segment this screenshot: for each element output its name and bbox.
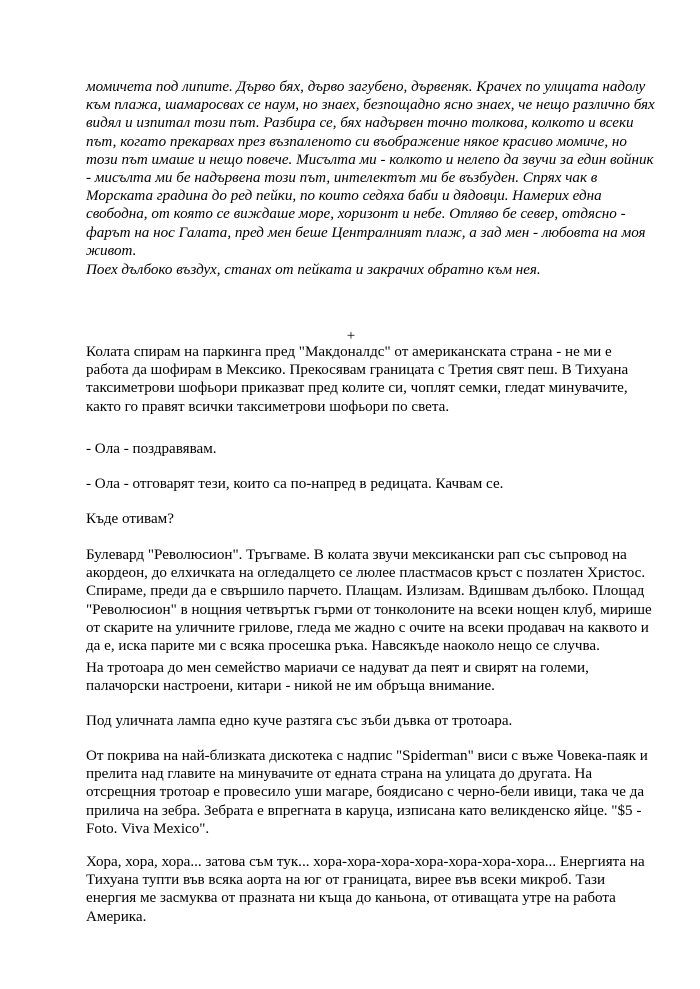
text-line: Под уличната лампа едно куче разтяга със зъби дъвка от тротоара. <box>86 713 513 729</box>
paragraph-6 <box>86 659 634 695</box>
text-line: От покрива на най-близката дискотека с надпис "Spiderman" виси с въже Човека-паяк и <box>86 748 648 764</box>
text-line: момичета под липите. Дърво бях, дърво загубено, дървеняк. Крачех по улицата надолу <box>86 79 646 95</box>
italic-paragraph-1 <box>86 78 655 260</box>
text-line: отсрещния тротоар е провесило уши магаре, боядисано с черно-бели ивици, така че да <box>86 784 645 801</box>
text-line: живот. <box>86 242 137 259</box>
text-line: Америка. <box>86 908 147 925</box>
paragraph-8 <box>86 747 648 838</box>
text-line: енергия ме засмуква от празната ни къща до каньона, от отиващата утре на работа <box>86 890 616 907</box>
text-line: Колата спирам на паркинга пред "Макдоналдс" от американската страна - не ми е <box>86 344 612 360</box>
text-line: Спираме, преди да е свършило парчето. Плащам. Излизам. Вдишвам дълбоко. Площад <box>86 583 645 600</box>
text-line: Хора, хора, хора... затова съм тук... хора-хора-хора-хора-хора-хора-хора... Енергията на <box>86 854 645 870</box>
text-line: прелита над главите на минувачите от едната страна на улицата до другата. На <box>86 766 593 783</box>
text-line: както го правят всички таксиметрови шофьори по света. <box>86 398 450 415</box>
text-line: - Ола - поздравявам. <box>86 441 217 457</box>
text-line: път, когато прекарвах през възпаленото си въображение някое красиво момиче, но <box>86 133 627 150</box>
paragraph-5 <box>86 546 652 655</box>
text-line: палачорски настроени, китари - никой не им обръща внимание. <box>86 678 495 695</box>
paragraph-7 <box>86 712 634 730</box>
text-line: фарът на нос Галата, пред мен беше Централният плаж, а зад мен - любовта на моя <box>86 224 646 241</box>
text-line: таксиметрови шофьори приказват пред колите си, чоплят семки, гледат минувачите, <box>86 380 628 397</box>
text-line: към плажа, шамаросвах се наум, но знаех, безпощадно ясно знаех, че нещо различно бях <box>86 97 655 114</box>
text-line: Морската градина до ред пейки, по които седяха баби и дядовци. Намерих една <box>86 188 602 205</box>
text-line: - Ола - отговарят тези, които са по-напред в редицата. Качвам се. <box>86 476 504 492</box>
text-line: "Революсион" в нощния четвъртък гърми от тонколоните на всеки нощен клуб, мирише <box>86 601 652 618</box>
section-separator: + <box>346 328 356 344</box>
text-line: - мисълта ми бе надървена този път, интелектът ми бе възбуден. Спрях чак в <box>86 170 598 187</box>
paragraph-4 <box>86 510 634 528</box>
text-line: прилича на зебра. Зебрата е впрегната в каруца, изписана като великденско яйце. "$5 - <box>86 802 642 819</box>
text-line: да е, иска парите ми с всяка просешка ръка. Навсякъде наоколо нещо се случва. <box>86 638 600 655</box>
paragraph-9 <box>86 853 645 926</box>
text-line: свободна, от която се виждаше море, хоризонт и небе. Отляво бе север, отдясно - <box>86 206 626 223</box>
text-line: Булевард "Революсион". Тръгваме. В колата звучи мексикански рап със съпровод на <box>86 547 627 563</box>
paragraph-1 <box>86 343 634 416</box>
italic-paragraph-2 <box>86 261 634 279</box>
text-line: Къде отивам? <box>86 511 174 527</box>
text-line: Поех дълбоко въздух, станах от пейката и закрачих обратно към нея. <box>86 262 541 278</box>
text-line: този път имаше и нещо повече. Мисълта ми - колкото и нелепо да звучи за един войник <box>86 151 654 168</box>
text-line: Тихуана тупти във всяка аорта на юг от границата, вирее във всеки микроб. Тази <box>86 872 606 889</box>
text-line: акордеон, до елхичката на огледалцето се люлее пластмасов кръст с позлатен Христос. <box>86 565 646 582</box>
paragraph-3 <box>86 475 634 493</box>
text-line: работа да шофирам в Мексико. Прекосявам границата с Третия свят пеш. В Тихуана <box>86 362 629 379</box>
paragraph-2 <box>86 440 634 458</box>
text-line: от скарите на уличните грилове, гледа ме жадно с очите на всеки продавач на каквото и <box>86 619 649 636</box>
text-line: Foto. Viva Mexico". <box>86 820 210 837</box>
text-line: видял и изпитал този път. Разбира се, бях надървен точно толкова, колкото и всеки <box>86 115 634 132</box>
text-line: На тротоара до мен семейство мариачи се надуват да пеят и свирят на големи, <box>86 660 589 676</box>
